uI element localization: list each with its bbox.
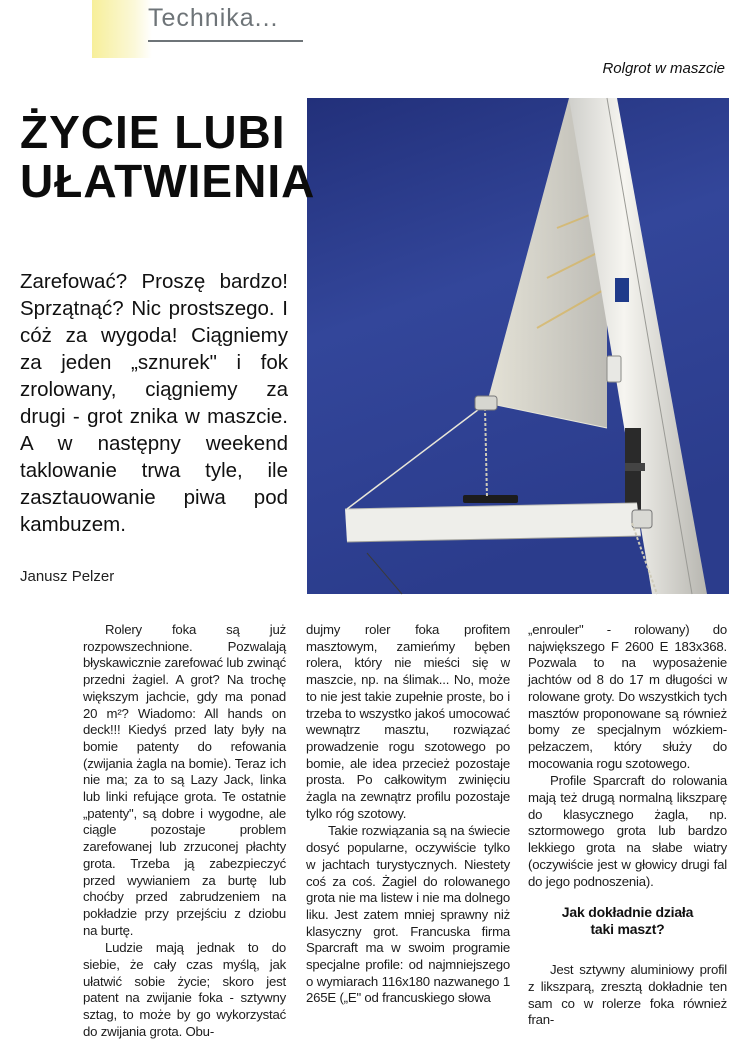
subheading-line-1: Jak dokładnie działa [561, 904, 694, 921]
headline-line-2: UŁATWIENIA [20, 155, 316, 207]
mast-photo [307, 98, 729, 594]
paragraph: Jest sztywny aluminiowy profil z likszparą, zresztą dokładnie ten sam co w rolerze foka również fran- [528, 962, 727, 1028]
paragraph: Ludzie mają jednak to do siebie, że cały czas myślą, jak ułatwić sobie życie; skoro jest patent na zwijanie foka - sztywny sztag, to może by go wykorzystać do zwijania grota. Obu- [83, 940, 286, 1039]
body-column-3 [528, 622, 727, 1028]
body-column-2 [306, 622, 510, 1012]
author-byline: Janusz Pelzer [20, 568, 115, 585]
section-tab [92, 0, 152, 58]
body-column-1 [83, 622, 286, 1039]
paragraph: Rolery foka są już rozpowszechnione. Pozwalają błyskawicznie zarefować lub zwinąć przedni żagiel. A grot? Na trochę większym jachcie, gdy ma ponad 20 m²? Wiadomo: All hands on deck!!! Kiedyś przed laty były na bomie patenty do refowania (zwijania żagla na bomie). Teraz ich nie ma; za to są Lazy Jack, linka lub linki refujące grota. Te ostatnie „patenty", są dobre i wygodne, ale ciągle pozostaje problem zarefowanej lub zrzuconej płachty grota. Trzeba ją zabezpieczyć przed wywianiem za burtę lub choćby przed zabrudzeniem na pokładzie przy przejściu z dziobu na burtę. [83, 622, 286, 938]
section-label: Technika... [148, 4, 279, 32]
headline-line-1: ŻYCIE LUBI [20, 106, 286, 158]
paragraph: Takie rozwiązania są na świecie dosyć popularne, oczywiście tylko w jachtach turystycznych. Niestety coś za coś. Żagiel do rolowanego grota nie ma listew i nie ma dolnego liku. Jest zatem mniej sprawny niż klasyczny grot. Francuska firma Sparcraft ma w swoim programie specjalne profile: od najmniejszego o wymiarach 116x180 nazwanego 1 265E („E" od francuskiego słowa [306, 823, 510, 1006]
paragraph: „enrouler" - rolowany) do największego F 2600 E 183x368. Pozwala to na wyposażenie jachtów od 8 do 17 m długości w rolowane groty. Do wszystkich tych masztów proponowane są również bomy ze specjalnym wózkiem-pełzaczem, który służy do mocowania rogu szotowego. [528, 622, 727, 771]
lead-paragraph: Zarefować? Proszę bardzo! Sprzątnąć? Nic prostszego. I cóż za wygoda! Ciągniemy za jeden „sznurek" i fok zrolowany, ciągniemy za drugi - grot znika w maszcie. A w następny weekend taklowanie trwa tyle, ile zasztauowanie piwa pod kambuzem. [20, 270, 288, 536]
subheading-line-2: taki maszt? [590, 921, 665, 938]
headline [20, 108, 315, 206]
paragraph: Profile Sparcraft do rolowania mają też drugą normalną likszparę do klasycznego żagla, np. sztormowego grota lub bardzo lekkiego grota na słabe wiatry (oczywiście jest w głowicy drugi fal do jego podnoszenia). [528, 773, 727, 889]
paragraph: dujmy roler foka profitem masztowym, zamieńmy bęben rolera, który nie mieści się w maszcie, np. na ślimak... No, może to nie jest takie zupełnie proste, bo i trzeba to wszystko jakoś umocować wewnątrz masztu, rozwiązać prowadzenie rogu szotowego po bomie, ale idea przecież pozostaje prosta. Po całkowitym zwinięciu żagla na zewnątrz profilu pozostaje tylko róg szotowy. [306, 622, 510, 821]
subheading [528, 904, 727, 938]
section-rule [148, 40, 303, 42]
photo-caption: Rolgrot w maszcie [602, 60, 725, 77]
